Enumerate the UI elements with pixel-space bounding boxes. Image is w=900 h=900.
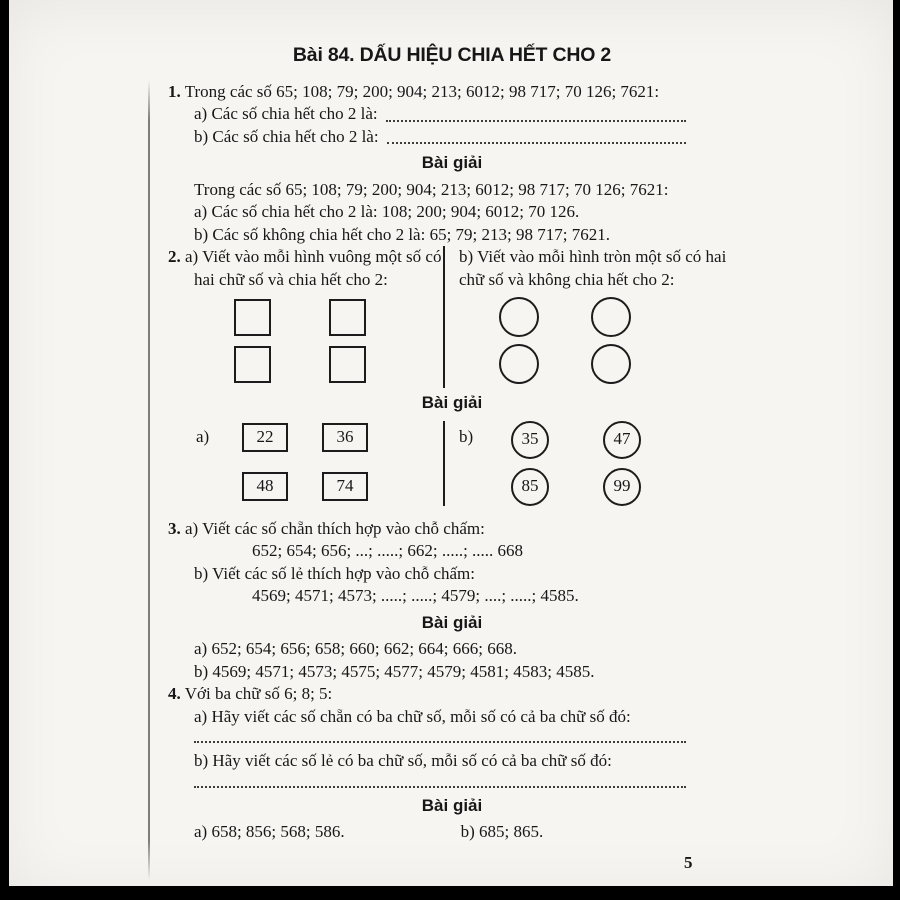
exercise-2-question-b (445, 246, 736, 388)
scan-edge-bottom (0, 886, 900, 900)
answer-circle: 99 (603, 468, 641, 506)
exercise-4-intro-line (168, 683, 736, 706)
answer-circle: 85 (511, 468, 549, 506)
answer-b-label: b) (459, 426, 474, 446)
exercise-1-question-b (168, 126, 736, 149)
empty-square (329, 299, 366, 336)
exercise-3-number: 3. (168, 518, 181, 538)
exercise-4 (168, 683, 736, 844)
exercise-2-question-a-text: a) Viết vào mỗi hình vuông một số có hai chữ số và chia hết cho 2: (185, 247, 442, 289)
empty-square (234, 299, 271, 336)
exercise-4-question-b: b) Hãy viết các số lẻ có ba chữ số, mỗi số có cả ba chữ số đó: (194, 751, 612, 770)
answer-square: 22 (242, 423, 288, 452)
exercise-3-question-a-text: a) Viết các số chẵn thích hợp vào chỗ chấm: (185, 518, 485, 538)
exercise-2 (168, 246, 736, 506)
answer-circle: 35 (511, 421, 549, 459)
exercise-3-question-a-line (168, 518, 736, 541)
exercise-3-solution-a: a) 652; 654; 656; 658; 660; 662; 664; 666; 668. (194, 639, 517, 658)
page-crease (148, 80, 150, 880)
exercise-1-number: 1. (168, 81, 181, 101)
exercise-4-solution-a: a) 658; 856; 568; 586. (194, 822, 345, 841)
answer-squares-grid (242, 423, 368, 506)
exercise-1-question-b-text: b) Các số chia hết cho 2 là: (194, 126, 379, 146)
dotted-answer-line (194, 728, 686, 743)
empty-circles-grid (499, 297, 631, 384)
answer-circle: 47 (603, 421, 641, 459)
exercise-2-question-b-text: b) Viết vào mỗi hình tròn một số có hai chữ số và không chia hết cho 2: (459, 247, 727, 289)
exercise-1-question-a (168, 103, 736, 126)
exercise-1 (168, 81, 736, 247)
dotted-answer-line (194, 773, 686, 788)
solution-heading: Bài giải (421, 153, 483, 172)
solution-heading: Bài giải (421, 393, 483, 412)
exercise-4-solution-b: b) 685; 865. (460, 822, 544, 841)
exercise-1-intro-line (168, 81, 736, 104)
exercise-3 (168, 518, 736, 684)
exercise-4-question-a: a) Hãy viết các số chẵn có ba chữ số, mỗi số có cả ba chữ số đó: (194, 706, 631, 726)
lesson-title: Bài 84. DẤU HIỆU CHIA HẾT CHO 2 (292, 44, 612, 66)
empty-circle (591, 297, 631, 337)
exercise-2-number: 2. (168, 247, 181, 266)
empty-squares-grid (234, 299, 366, 383)
solution-heading: Bài giải (421, 795, 483, 815)
page-content (168, 38, 736, 844)
dotted-leader (387, 126, 686, 145)
answer-a-label: a) (196, 426, 210, 446)
exercise-2-question-a-line (168, 246, 443, 291)
exercise-4-intro: Với ba chữ số 6; 8; 5: (184, 684, 333, 703)
dotted-leader (386, 103, 686, 122)
exercise-2-question-a (168, 246, 443, 388)
empty-square (329, 346, 366, 383)
empty-circle (591, 344, 631, 384)
exercise-2-answer-b (445, 421, 736, 506)
exercise-2-answers (168, 421, 736, 506)
empty-square (234, 346, 271, 383)
exercise-1-solution-a: a) Các số chia hết cho 2 là: 108; 200; 904; 6012; 70 126. (194, 202, 580, 221)
exercise-2-answer-a (168, 421, 443, 506)
exercise-1-solution-b: b) Các số không chia hết cho 2 là: 65; 79; 213; 98 717; 7621. (194, 224, 610, 244)
empty-circle (499, 297, 539, 337)
scan-edge-left (0, 0, 9, 900)
exercise-1-intro: Trong các số 65; 108; 79; 200; 904; 213; 6012; 98 717; 70 126; 7621: (184, 81, 660, 101)
answer-square: 36 (322, 423, 368, 452)
exercise-1-solution-intro: Trong các số 65; 108; 79; 200; 904; 213; 6012; 98 717; 70 126; 7621: (194, 179, 669, 199)
answer-square: 74 (322, 472, 368, 501)
exercise-3-sequence-b: 4569; 4571; 4573; .....; .....; 4579; ....; .....; 4585. (252, 586, 579, 605)
exercise-4-solutions (168, 821, 736, 844)
exercise-3-sequence-a: 652; 654; 656; ...; .....; 662; .....; ..... 668 (252, 541, 524, 560)
exercise-2-questions (168, 246, 736, 388)
empty-circle (499, 344, 539, 384)
page-number: 5 (684, 853, 693, 872)
answer-circles-grid (511, 421, 641, 506)
scan-edge-right (893, 0, 900, 900)
exercise-3-question-b: b) Viết các số lẻ thích hợp vào chỗ chấm: (194, 563, 475, 583)
exercise-3-solution-b: b) 4569; 4571; 4573; 4575; 4577; 4579; 4581; 4583; 4585. (194, 661, 595, 681)
exercise-1-question-a-text: a) Các số chia hết cho 2 là: (194, 104, 378, 123)
solution-heading: Bài giải (421, 612, 483, 632)
exercise-4-number: 4. (168, 684, 181, 703)
answer-square: 48 (242, 472, 288, 501)
